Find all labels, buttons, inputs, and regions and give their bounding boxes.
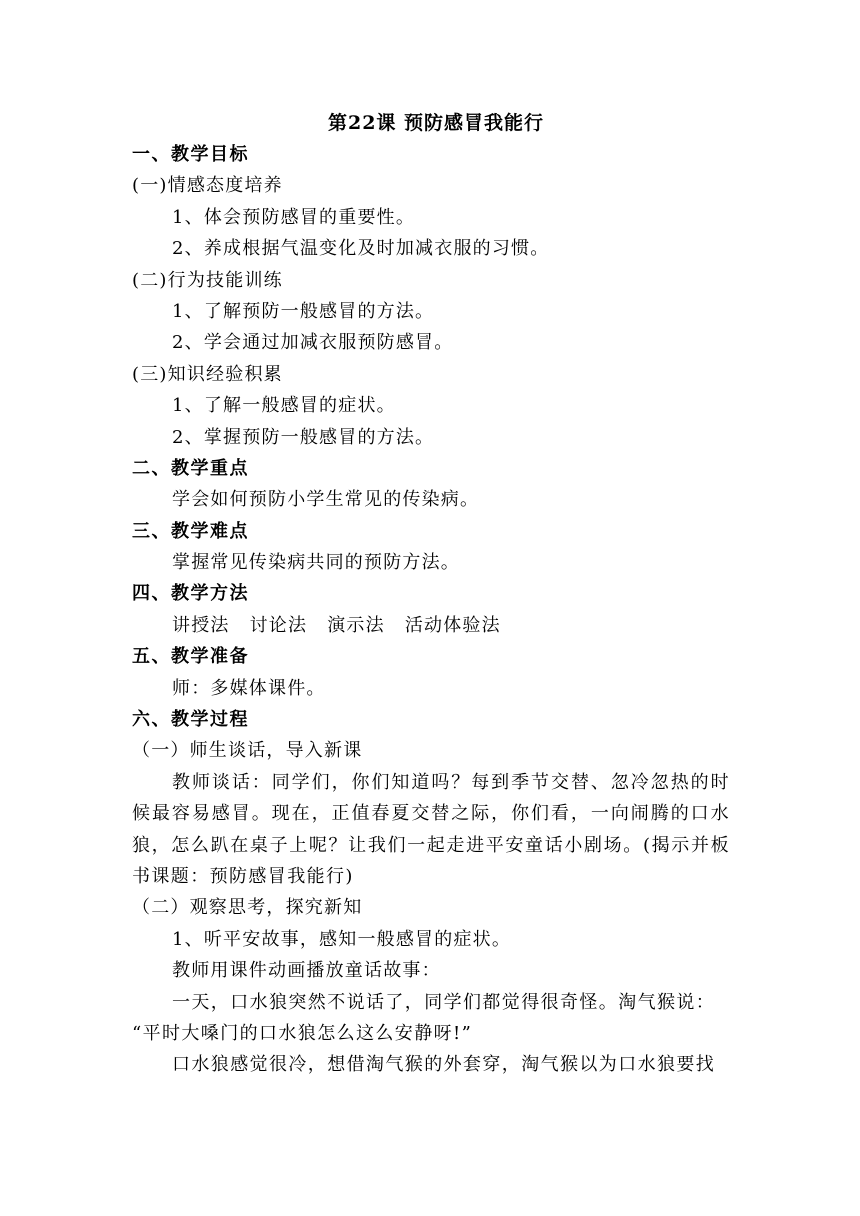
subheading-introduction: （一）师生谈话，导入新课 xyxy=(132,740,363,762)
methods-list xyxy=(132,610,730,641)
section-heading-process: 六、教学过程 xyxy=(132,709,249,731)
section-heading-methods: 四、教学方法 xyxy=(132,583,249,605)
list-item: 1、了解预防一般感冒的方法。 xyxy=(172,300,435,322)
section-heading-difficulties: 三、教学难点 xyxy=(132,520,249,542)
preparation-text: 师：多媒体课件。 xyxy=(172,677,326,699)
section-heading-preparation: 五、教学准备 xyxy=(132,646,249,668)
list-item: 2、养成根据气温变化及时加减衣服的习惯。 xyxy=(172,238,550,260)
list-item: 1、体会预防感冒的重要性。 xyxy=(172,206,416,228)
section-heading-key-points: 二、教学重点 xyxy=(132,457,249,479)
subheading-attitude: (一)情感态度培养 xyxy=(132,175,283,197)
method-item: 活动体验法 xyxy=(404,614,501,636)
section-heading-goals: 一、教学目标 xyxy=(132,144,249,165)
method-item: 讲授法 xyxy=(172,614,230,636)
key-points-text: 学会如何预防小学生常见的传染病。 xyxy=(172,489,480,511)
document-page xyxy=(132,108,730,1081)
subheading-skills: (二)行为技能训练 xyxy=(132,269,283,291)
list-item: 1、了解一般感冒的症状。 xyxy=(172,395,396,417)
method-item: 讨论法 xyxy=(249,614,308,636)
difficulties-text: 掌握常见传染病共同的预防方法。 xyxy=(172,552,460,574)
method-item: 演示法 xyxy=(327,614,385,636)
exploration-step: 1、听平安故事，感知一般感冒的症状。 xyxy=(172,928,512,950)
story-paragraph-line: 口水狼感觉很冷，想借淘气猴的外套穿，淘气猴以为口水狼要找 xyxy=(172,1054,716,1076)
story-paragraph-line: 一天，口水狼突然不说话了，同学们都觉得很奇怪。淘气猴说： xyxy=(172,991,716,1013)
subheading-exploration: （二）观察思考，探究新知 xyxy=(132,897,363,919)
list-item: 2、学会通过加减衣服预防感冒。 xyxy=(172,332,454,354)
introduction-paragraph: 教师谈话：同学们，你们知道吗？每到季节交替、忽冷忽热的时候最容易感冒。现在，正值春夏交替之际，你们看，一向闹腾的口水狼，怎么趴在桌子上呢？让我们一起走进平安童话小剧场。(揭示并板书课题：预防感冒我能行) xyxy=(132,771,730,888)
story-intro: 教师用课件动画播放童话故事： xyxy=(172,960,441,982)
story-quote-line: “平时大嗓门的口水狼怎么这么安静呀!” xyxy=(132,1023,473,1045)
document-title: 第22课 预防感冒我能行 xyxy=(327,112,545,134)
subheading-knowledge: (三)知识经验积累 xyxy=(132,363,283,385)
list-item: 2、掌握预防一般感冒的方法。 xyxy=(172,426,435,448)
